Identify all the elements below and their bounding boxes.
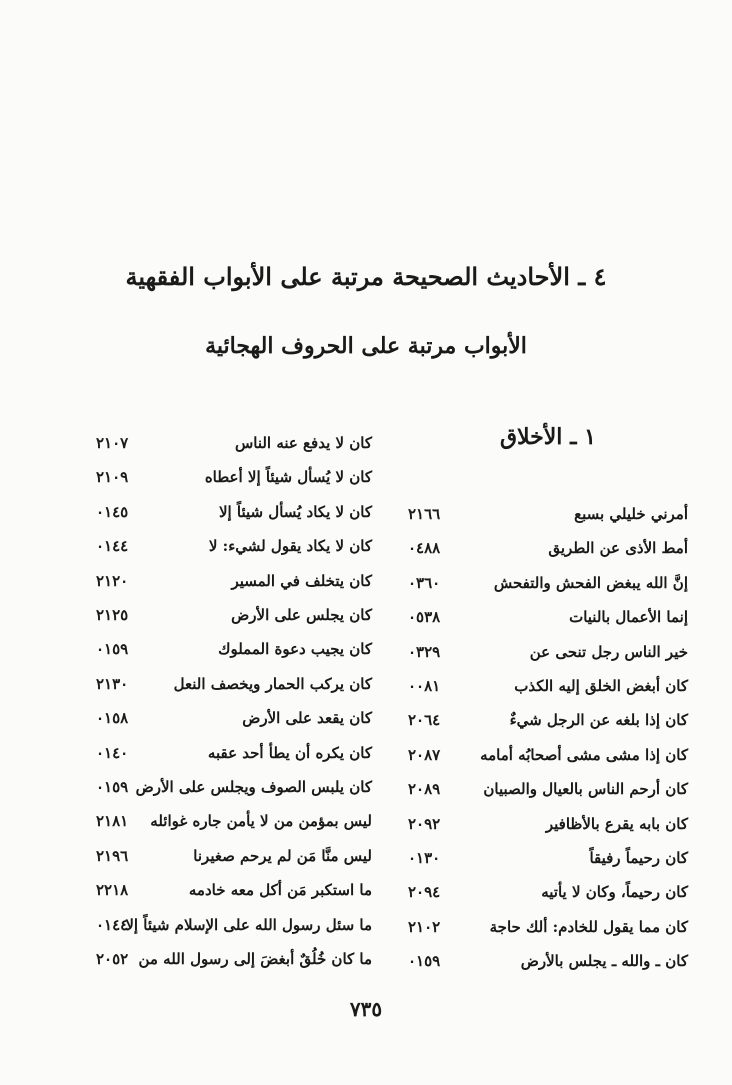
entry-number: ٢١٦٦ (408, 505, 441, 523)
entry-text: إنما الأعمال بالنيات (569, 608, 688, 627)
index-entry (88, 465, 372, 489)
entry-text: كان يجيب دعوة المملوك (218, 640, 372, 659)
entry-text: كان بابه يقرع بالأظافير (545, 814, 688, 833)
index-entry (88, 741, 372, 765)
index-entry (400, 880, 688, 904)
entry-text: خير الناس رجل تنحى عن (529, 642, 688, 661)
index-entry (400, 502, 688, 526)
entry-number: ٢٠٩٢ (408, 814, 441, 833)
index-entry (88, 637, 372, 661)
entry-number: ٠١٥٩ (96, 640, 129, 659)
index-entry (88, 809, 372, 833)
index-entry (88, 775, 372, 799)
entry-number: ٠١٥٩ (96, 778, 129, 796)
entry-number: ٢١٠٧ (96, 434, 129, 452)
entry-text: كان يركب الحمار ويخصف النعل (173, 674, 372, 693)
entry-number: ٢٢١٨ (96, 881, 129, 900)
entry-text: كان يجلس على الأرض (231, 606, 372, 624)
index-entry (88, 534, 372, 558)
entry-text: كان يتخلف في المسير (231, 571, 372, 590)
index-entry (400, 846, 688, 870)
page-number: ٧٣٥ (349, 997, 383, 1021)
section-heading: ١ ـ الأخلاق (499, 424, 596, 450)
entry-text: كان أرحم الناس بالعيال والصبيان (483, 780, 688, 799)
page-subtitle: الأبواب مرتبة على الحروف الهجائية (205, 333, 527, 359)
index-entry (400, 674, 688, 698)
entry-number: ٢٠٨٩ (408, 780, 441, 799)
index-entry (88, 878, 372, 902)
entry-number: ٢٠٦٤ (408, 711, 441, 730)
entry-number: ٠١٤٥ (96, 502, 129, 521)
entry-number: ٠٠٨١ (408, 677, 441, 695)
entry-text: ما سئل رسول الله على الإسلام شيئاً إلا (125, 915, 372, 934)
page-title: ٤ ـ الأحاديث الصحيحة مرتبة على الأبواب الفقهية (125, 262, 607, 291)
index-entry (88, 500, 372, 524)
index-entry (400, 915, 688, 939)
index-entry (88, 569, 372, 593)
entry-text: كان رحيماً رفيقاً (589, 849, 688, 867)
index-entry (400, 640, 688, 664)
index-entry (88, 947, 372, 971)
entry-text: ليس بمؤمن من لا يأمن جاره غوائله (150, 812, 372, 831)
entry-text: كان لا يكاد يقول لشيء: لا (208, 537, 372, 556)
entry-text: كان أبغض الخلق إليه الكذب (514, 677, 688, 695)
entry-text: كان ـ والله ـ يجلس بالأرض (520, 952, 688, 971)
entry-text: كان يقعد على الأرض (242, 709, 372, 728)
entry-text: كان يكره أن يطأ أحد عقبه (207, 743, 372, 762)
entry-number: ٢١٩٦ (96, 846, 129, 865)
entry-text: ما استكبر مَن أكل معه خادمه (188, 881, 372, 900)
index-entry (400, 605, 688, 629)
entry-number: ٢١٠٩ (96, 468, 129, 487)
index-entry (400, 949, 688, 973)
index-entry (88, 672, 372, 696)
entry-text: كان لا يدفع عنه الناس (234, 434, 372, 452)
index-entry (400, 812, 688, 836)
entry-text: كان رحيماً، وكان لا يأتيه (541, 883, 688, 902)
index-entry (400, 536, 688, 560)
entry-text: أمرني خليلي بسبع (574, 505, 688, 523)
index-entry (400, 708, 688, 732)
index-entry (400, 777, 688, 801)
entry-number: ٢٠٨٧ (408, 745, 441, 764)
entry-number: ٢٠٩٤ (408, 883, 441, 902)
entry-text: ما كان خُلُقٌ أبغضَ إلى رسول الله من (138, 950, 372, 968)
entry-number: ٢١٠٢ (408, 917, 441, 936)
entry-number: ٠١٤٠ (96, 743, 129, 762)
entry-number: ٢١٢٥ (96, 606, 129, 624)
index-entry (400, 743, 688, 767)
entry-text: كان إذا بلغه عن الرجل شيءٌ (509, 711, 688, 730)
entry-number: ٢١٢٠ (96, 571, 129, 590)
entry-text: كان إذا مشى مشى أصحابُه أمامه (480, 745, 688, 764)
index-entry (88, 844, 372, 868)
index-entry (88, 431, 372, 455)
entry-number: ٠٣٢٩ (408, 642, 441, 661)
entry-number: ٠١٤٤ (96, 537, 129, 556)
entry-text: أمط الأذى عن الطريق (548, 539, 688, 558)
entry-number: ٢١٣٠ (96, 674, 129, 693)
entry-number: ٠١٣٠ (408, 849, 441, 867)
entry-text: ليس منَّا مَن لم يرحم صغيرنا (193, 846, 372, 865)
entry-number: ٢١٨١ (96, 812, 129, 831)
entry-number: ٠١٤٤ (96, 915, 129, 934)
entry-number: ٢٠٥٢ (96, 950, 129, 968)
entry-text: كان لا يُسأل شيئاً إلا أعطاه (204, 468, 372, 487)
index-entry (88, 706, 372, 730)
entry-text: كان لا يكاد يُسأل شيئاً إلا (218, 502, 372, 521)
entry-number: ٠٤٨٨ (408, 539, 441, 558)
entry-number: ٠١٥٩ (408, 952, 441, 971)
entry-number: ٠١٥٨ (96, 709, 129, 728)
entry-text: كان يلبس الصوف ويجلس على الأرض (135, 778, 372, 796)
entry-text: إنَّ الله يبغض الفحش والتفحش (493, 573, 688, 592)
index-entry (88, 913, 372, 937)
index-entry (88, 603, 372, 627)
entry-text: كان مما يقول للخادم: ألك حاجة (489, 917, 688, 936)
entry-number: ٠٥٣٨ (408, 608, 441, 627)
entry-number: ٠٣٦٠ (408, 573, 441, 592)
index-entry (400, 571, 688, 595)
